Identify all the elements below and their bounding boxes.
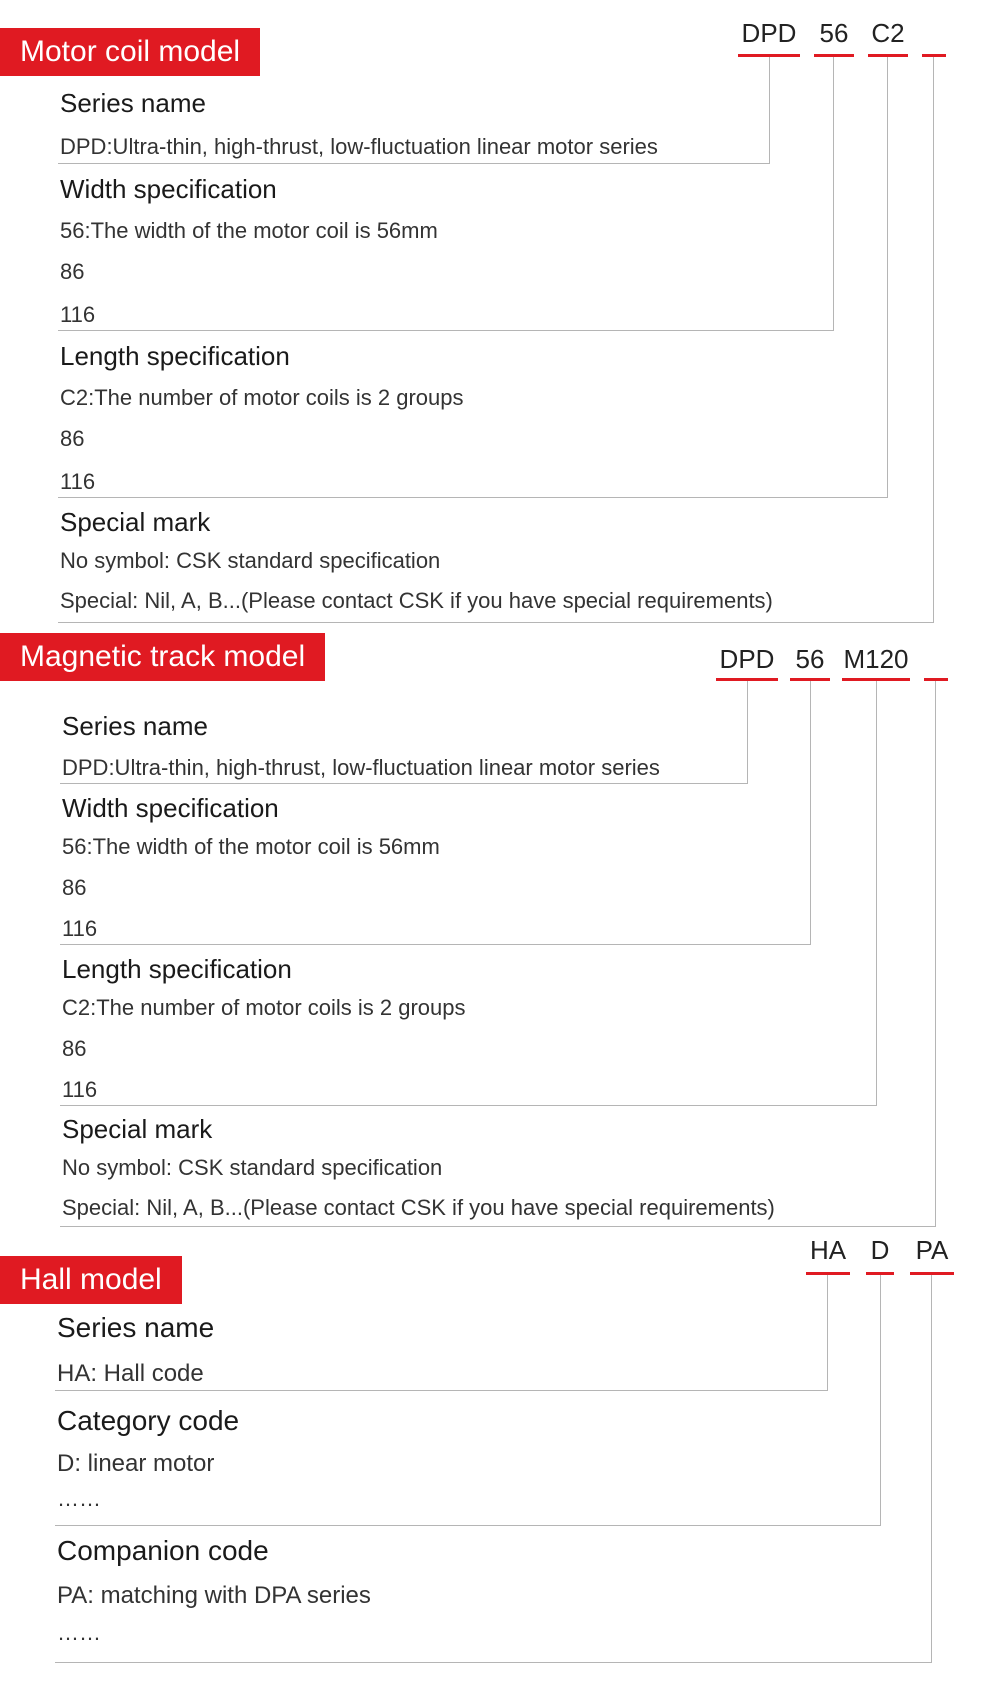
motor-coil-length-connector-h [58,497,888,498]
magnetic-track-special-connector-h [60,1226,936,1227]
magnetic-track-header: Magnetic track model [0,633,325,681]
hall-companion-connector-h [55,1662,932,1663]
motor-coil-width-label: Width specification [60,174,277,204]
motor-coil-series-desc: DPD:Ultra-thin, high-thrust, low-fluctuation linear motor series [60,134,658,159]
magnetic-track-special-line-1: No symbol: CSK standard specification [62,1155,443,1180]
magnetic-track-width-line-2: 86 [62,875,87,900]
hall-code-series-underline [806,1272,850,1275]
magnetic-track-series-connector-h [60,783,748,784]
motor-coil-series-connector-h [58,163,770,164]
motor-coil-length-line-2: 86 [60,426,85,451]
magnetic-track-length-line-3: 116 [62,1077,98,1102]
magnetic-track-series-connector-v [747,681,748,784]
motor-coil-width-line-3: 116 [60,302,96,327]
hall-code-companion: PA [915,1235,949,1265]
hall-companion-line-1: PA: matching with DPA series [57,1582,371,1609]
magnetic-track-special-connector-v [935,681,936,1227]
motor-coil-series-connector-v [769,57,770,164]
motor-coil-length-line-3: 116 [60,469,96,494]
hall-series-connector-h [55,1390,828,1391]
magnetic-track-special-label: Special mark [62,1114,213,1144]
magnetic-track-code-series: DPD [719,644,775,674]
hall-category-line-2: …… [57,1486,101,1511]
motor-coil-special-line-1: No symbol: CSK standard specification [60,548,441,573]
motor-coil-width-line-1: 56:The width of the motor coil is 56mm [60,218,438,243]
magnetic-track-length-line-2: 86 [62,1036,87,1061]
hall-series-desc: HA: Hall code [57,1360,204,1387]
hall-code-series: HA [809,1235,847,1265]
motor-coil-code-series: DPD [741,18,797,48]
magnetic-track-width-line-1: 56:The width of the motor coil is 56mm [62,834,440,859]
motor-coil-code-special-underline [922,54,946,57]
magnetic-track-length-label: Length specification [62,954,292,984]
magnetic-track-series-desc: DPD:Ultra-thin, high-thrust, low-fluctuation linear motor series [62,755,660,780]
motor-coil-width-connector-h [58,330,834,331]
hall-series-label: Series name [57,1312,215,1343]
magnetic-track-length-line-1: C2:The number of motor coils is 2 groups [62,995,466,1020]
hall-code-category: D [870,1235,890,1265]
hall-category-connector-h [55,1525,881,1526]
motor-coil-special-connector-v [933,57,934,623]
motor-coil-header: Motor coil model [0,28,260,76]
motor-coil-code-length: C2 [871,18,905,48]
magnetic-track-series-label: Series name [62,711,208,741]
magnetic-track-code-special-underline [924,678,948,681]
hall-series-connector-v [827,1275,828,1391]
motor-coil-special-label: Special mark [60,507,211,537]
motor-coil-length-label: Length specification [60,341,290,371]
motor-coil-width-line-2: 86 [60,259,85,284]
hall-header: Hall model [0,1256,182,1304]
motor-coil-special-connector-h [58,622,934,623]
motor-coil-width-connector-v [833,57,834,331]
magnetic-track-code-width: 56 [795,644,825,674]
magnetic-track-width-line-3: 116 [62,916,98,941]
hall-companion-connector-v [931,1275,932,1663]
hall-companion-line-2: …… [57,1620,101,1645]
magnetic-track-special-line-2: Special: Nil, A, B...(Please contact CSK if you have special requirements) [62,1195,775,1220]
hall-category-line-1: D: linear motor [57,1450,215,1477]
motor-coil-code-width-underline [814,54,854,57]
motor-coil-length-connector-v [887,57,888,498]
hall-category-connector-v [880,1275,881,1526]
magnetic-track-width-connector-h [60,944,811,945]
magnetic-track-length-connector-v [876,681,877,1106]
hall-category-label: Category code [57,1405,240,1436]
hall-code-companion-underline [910,1272,954,1275]
motor-coil-series-label: Series name [60,88,206,118]
motor-coil-length-line-1: C2:The number of motor coils is 2 groups [60,385,464,410]
hall-companion-label: Companion code [57,1535,269,1566]
motor-coil-special-line-2: Special: Nil, A, B...(Please contact CSK if you have special requirements) [60,588,773,613]
magnetic-track-length-connector-h [60,1105,877,1106]
motor-coil-code-width: 56 [819,18,849,48]
motor-coil-code-length-underline [868,54,908,57]
magnetic-track-code-length: M120 [843,644,909,674]
magnetic-track-width-connector-v [810,681,811,945]
magnetic-track-width-label: Width specification [62,793,279,823]
